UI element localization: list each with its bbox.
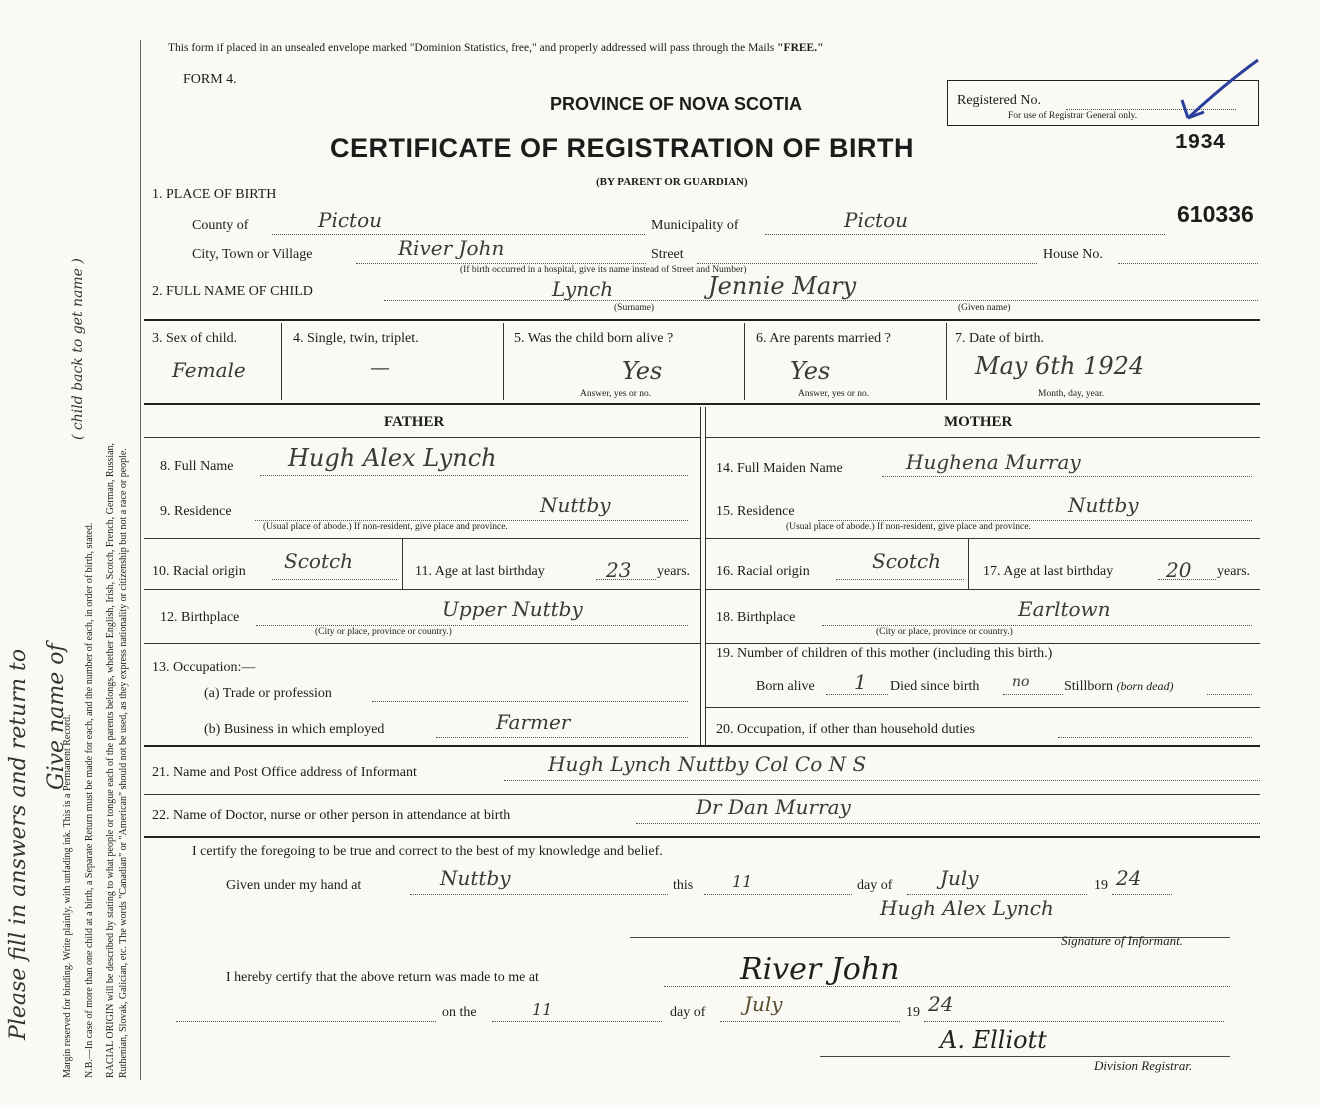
father-racial-line	[272, 579, 397, 580]
business-value: Farmer	[496, 710, 571, 734]
dob-hint: Month, day, year.	[1038, 389, 1105, 399]
municipality-line	[765, 234, 1165, 235]
mother-racial-value: Scotch	[872, 549, 942, 573]
father-residence-value: Nuttby	[540, 493, 611, 517]
reg-year-line	[924, 1021, 1224, 1022]
col-divider	[503, 323, 504, 400]
registered-no-label: Registered No.	[957, 93, 1041, 108]
mother-occupation-label: 20. Occupation, if other than household duties	[716, 722, 975, 737]
on-the-leading-line	[176, 1021, 436, 1022]
reg-day-line	[492, 1021, 662, 1022]
business-line	[436, 737, 688, 738]
father-residence-line	[255, 520, 688, 521]
col-divider	[946, 323, 947, 400]
col-divider	[402, 538, 403, 589]
given-at-line	[410, 894, 668, 895]
father-residence-hint: (Usual place of abode.) If non-resident, give place and province.	[263, 522, 508, 532]
born-alive-count-label: Born alive	[756, 679, 815, 694]
binding-note: Margin reserved for binding. Write plainly, with unfading ink. This is a Permanent Record.	[62, 714, 73, 1078]
year-line	[1112, 894, 1172, 895]
reg-year-value: 24	[928, 992, 954, 1016]
father-age-value: 23	[606, 558, 632, 582]
doctor-label: 22. Name of Doctor, nurse or other person in attendance at birth	[152, 808, 511, 823]
father-birthplace-value: Upper Nuttby	[442, 597, 583, 621]
father-occupation-label: 13. Occupation:—	[152, 660, 256, 675]
child-surname-value: Lynch	[552, 277, 614, 301]
child-name-line	[384, 300, 1258, 301]
reg-year-prefix: 19	[906, 1005, 920, 1020]
city-line	[356, 263, 646, 264]
section-rule-top	[144, 319, 1260, 321]
row-rule	[144, 589, 700, 590]
mother-birthplace-line	[822, 625, 1252, 626]
informant-value: Hugh Lynch Nuttby Col Co N S	[548, 752, 867, 776]
postal-note	[168, 42, 823, 54]
dob-value: May 6th 1924	[975, 352, 1145, 380]
father-birthplace-label: 12. Birthplace	[160, 610, 240, 625]
margin-handwritten-note-2: Give name of	[44, 643, 69, 790]
year-stamp: 1934	[1175, 132, 1226, 155]
month-line	[907, 894, 1087, 895]
margin-handwritten-note-1: Please fill in answers and return to	[6, 648, 31, 1040]
place-of-birth-label: 1. PLACE OF BIRTH	[152, 187, 277, 202]
house-no-line	[1118, 263, 1258, 264]
doctor-value: Dr Dan Murray	[696, 795, 851, 819]
postal-note-text: This form if placed in an unsealed envelope marked "Dominion Statistics, free," and properly addressed will pass through the Mails	[168, 42, 778, 54]
trade-line	[372, 701, 688, 702]
business-label: (b) Business in which employed	[204, 722, 385, 737]
day-line	[704, 894, 852, 895]
given-name-hint: (Given name)	[958, 303, 1011, 313]
born-alive-count-value: 1	[854, 670, 867, 694]
racial-origin-note-2: Ruthenian, Slovak, Galician, etc. The words "Canadian" or "American" should not be used, as they express nationality or citizenship but not a race or people.	[118, 448, 129, 1078]
row-rule	[144, 538, 700, 539]
city-value: River John	[398, 236, 505, 260]
answer-hint: Answer, yes or no.	[580, 389, 652, 399]
surname-hint: (Surname)	[614, 303, 655, 313]
mother-years-label: years.	[1217, 564, 1251, 579]
sex-value: Female	[172, 358, 246, 382]
section-rule	[144, 403, 1260, 405]
col-divider	[744, 323, 745, 400]
certification-statement: I certify the foregoing to be true and correct to the best of my knowledge and belief.	[192, 844, 663, 859]
mother-birthplace-hint: (City or place, province or country.)	[876, 627, 1013, 637]
col-divider	[968, 538, 969, 589]
row-rule	[705, 707, 1260, 708]
margin-rule	[140, 40, 141, 1080]
mother-racial-line	[836, 579, 964, 580]
informant-line	[504, 780, 1260, 781]
father-residence-label: 9. Residence	[160, 504, 232, 519]
father-birthplace-hint: (City or place, province or country.)	[315, 627, 452, 637]
father-heading: FATHER	[384, 414, 445, 430]
signature-of-informant-label: Signature of Informant.	[1061, 933, 1183, 948]
section-rule	[144, 745, 1260, 747]
reg-month-value: July	[744, 992, 783, 1016]
row-rule	[705, 538, 1260, 539]
registrar-statement: I hereby certify that the above return was made to me at	[226, 970, 539, 985]
mother-residence-line	[818, 520, 1252, 521]
serial-number: 610336	[1177, 201, 1254, 227]
parents-married-label: 6. Are parents married ?	[756, 331, 891, 346]
house-no-label: House No.	[1043, 247, 1103, 262]
street-line	[697, 263, 1037, 264]
division-registrar-label: Division Registrar.	[1094, 1058, 1193, 1073]
plurality-value: —	[370, 355, 390, 379]
born-alive-count-line	[826, 694, 888, 695]
county-line	[272, 234, 645, 235]
municipality-value: Pictou	[844, 208, 909, 232]
mother-age-value: 20	[1166, 558, 1192, 582]
row-rule	[705, 437, 1260, 438]
mother-residence-label: 15. Residence	[716, 504, 795, 519]
section-rule	[144, 836, 1260, 838]
mother-name-line	[882, 476, 1252, 477]
municipality-label: Municipality of	[651, 218, 739, 233]
parents-married-value: Yes	[790, 357, 831, 385]
col-divider	[281, 323, 282, 400]
informant-signature: Hugh Alex Lynch	[880, 896, 1054, 920]
mother-residence-value: Nuttby	[1068, 493, 1139, 517]
dob-label: 7. Date of birth.	[955, 331, 1045, 346]
on-the-label: on the	[442, 1005, 477, 1020]
plurality-label: 4. Single, twin, triplet.	[293, 331, 419, 346]
form-number: FORM 4.	[183, 72, 237, 87]
informant-label: 21. Name and Post Office address of Informant	[152, 765, 417, 780]
child-given-name-value: Jennie Mary	[708, 272, 857, 300]
row-rule	[705, 643, 1260, 644]
year-value: 24	[1116, 866, 1142, 890]
father-racial-value: Scotch	[284, 549, 354, 573]
given-at-value: Nuttby	[440, 866, 511, 890]
margin-handwritten-note-3: ( child back to get name )	[70, 258, 86, 440]
row-rule	[144, 643, 700, 644]
stillborn-label	[1064, 679, 1174, 695]
hospital-note: (If birth occurred in a hospital, give its name instead of Street and Number)	[460, 265, 747, 275]
mother-name-label: 14. Full Maiden Name	[716, 461, 843, 476]
street-label: Street	[651, 247, 684, 262]
center-divider	[705, 407, 706, 745]
stillborn-label-text: Stillborn	[1064, 679, 1114, 694]
postal-note-free: "FREE."	[777, 42, 824, 54]
reg-day-of-label: day of	[670, 1005, 706, 1020]
day-of-label: day of	[857, 878, 893, 893]
year-prefix: 19	[1094, 878, 1108, 893]
stillborn-line	[1207, 694, 1252, 695]
day-value: 11	[732, 872, 753, 891]
father-racial-label: 10. Racial origin	[152, 564, 246, 579]
stillborn-hint: (born dead)	[1116, 679, 1174, 693]
died-count-value: no	[1012, 674, 1030, 690]
born-alive-value: Yes	[622, 357, 663, 385]
father-birthplace-line	[256, 625, 688, 626]
registrar-signature: A. Elliott	[940, 1026, 1047, 1054]
row-rule	[705, 589, 1260, 590]
died-count-label: Died since birth	[890, 679, 980, 694]
county-value: Pictou	[318, 208, 383, 232]
month-value: July	[940, 866, 979, 890]
registrar-use-note: For use of Registrar General only.	[1008, 111, 1138, 121]
born-alive-label: 5. Was the child born alive ?	[514, 331, 674, 346]
mother-birthplace-label: 18. Birthplace	[716, 610, 796, 625]
mother-birthplace-value: Earltown	[1018, 597, 1111, 621]
mother-age-label: 17. Age at last birthday	[983, 564, 1114, 579]
county-label: County of	[192, 218, 249, 233]
mother-racial-label: 16. Racial origin	[716, 564, 810, 579]
died-count-line	[1003, 694, 1063, 695]
children-count-label: 19. Number of children of this mother (including this birth.)	[716, 646, 1053, 661]
child-name-label: 2. FULL NAME OF CHILD	[152, 284, 313, 299]
mother-occupation-line	[1058, 737, 1252, 738]
row-rule	[144, 437, 700, 438]
father-age-label: 11. Age at last birthday	[415, 564, 545, 579]
registrar-place-value: River John	[740, 952, 900, 987]
reg-day-value: 11	[532, 1000, 553, 1019]
page-subtitle: (BY PARENT OR GUARDIAN)	[596, 176, 748, 188]
father-years-label: years.	[657, 564, 691, 579]
father-name-label: 8. Full Name	[160, 459, 234, 474]
city-label: City, Town or Village	[192, 247, 313, 262]
father-name-value: Hugh Alex Lynch	[288, 444, 497, 472]
province-heading: PROVINCE OF NOVA SCOTIA	[550, 94, 803, 114]
blue-check-mark	[1170, 48, 1270, 128]
registrar-signature-line	[820, 1056, 1230, 1057]
page-title: CERTIFICATE OF REGISTRATION OF BIRTH	[330, 133, 914, 163]
trade-label: (a) Trade or profession	[204, 686, 332, 701]
answer-hint: Answer, yes or no.	[798, 389, 870, 399]
this-label: this	[673, 878, 694, 893]
given-at-label: Given under my hand at	[226, 878, 362, 893]
center-divider	[700, 407, 701, 745]
racial-origin-note-1: RACIAL ORIGIN will be described by stating to what people or tongue each of the parents belongs, whether English, Irish, Scotch, French, German, Russian,	[105, 442, 116, 1078]
mother-residence-hint: (Usual place of abode.) If non-resident, give place and province.	[786, 522, 1031, 532]
nb-note: N.B.—In case of more than one child at a birth, a Separate Return must be made for each, and the number of each, in order of birth, stated.	[84, 522, 95, 1078]
father-name-line	[260, 475, 688, 476]
doctor-line	[636, 823, 1260, 824]
mother-name-value: Hughena Murray	[906, 450, 1081, 474]
reg-month-line	[720, 1021, 900, 1022]
mother-heading: MOTHER	[944, 414, 1013, 430]
sex-label: 3. Sex of child.	[152, 331, 238, 346]
